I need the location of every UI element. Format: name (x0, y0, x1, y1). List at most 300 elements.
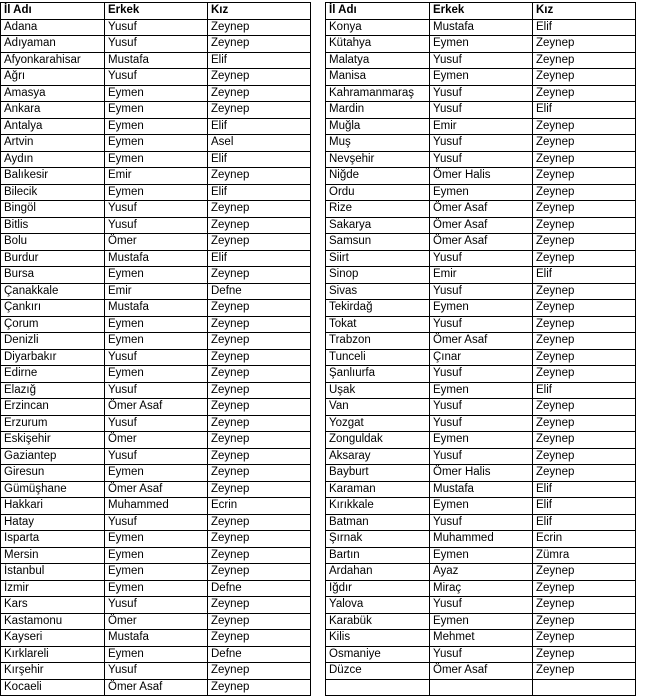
cell-female-name[interactable]: Zeynep (533, 366, 636, 383)
cell-female-name[interactable]: Zeynep (208, 168, 311, 185)
cell-male-name[interactable]: Mustafa (105, 250, 208, 267)
cell-female-name[interactable]: Elif (533, 102, 636, 119)
cell-female-name[interactable]: Zeynep (208, 597, 311, 614)
cell-province[interactable]: Kütahya (326, 36, 430, 53)
cell-province[interactable]: Kars (1, 597, 105, 614)
cell-province[interactable]: Ankara (1, 102, 105, 119)
cell-male-name[interactable]: Emir (430, 118, 533, 135)
table-row (1, 547, 311, 564)
table-row (326, 333, 636, 350)
cell-female-name[interactable]: Zeynep (533, 663, 636, 680)
cell-female-name[interactable]: Zeynep (533, 168, 636, 185)
cell-female-name[interactable]: Elif (533, 514, 636, 531)
cell-female-name[interactable]: Elif (208, 52, 311, 69)
cell-male-name[interactable]: Mustafa (430, 481, 533, 498)
header-male[interactable]: Erkek (105, 3, 208, 20)
table-row (1, 333, 311, 350)
table-row (326, 102, 636, 119)
cell-male-name[interactable]: Ömer Asaf (430, 234, 533, 251)
cell-female-name[interactable]: Zeynep (208, 36, 311, 53)
table-row (1, 679, 311, 696)
cell-province[interactable]: Kırklareli (1, 646, 105, 663)
cell-female-name[interactable]: Elif (533, 267, 636, 284)
cell-male-name[interactable]: Eymen (105, 580, 208, 597)
table-row (326, 597, 636, 614)
cell-female-name[interactable]: Elif (208, 250, 311, 267)
cell-female-name[interactable]: Zeynep (208, 382, 311, 399)
cell-female-name[interactable]: Zeynep (533, 597, 636, 614)
cell-male-name[interactable]: Ömer Asaf (430, 201, 533, 218)
cell-male-name[interactable]: Ömer Asaf (105, 399, 208, 416)
cell-province[interactable]: Niğde (326, 168, 430, 185)
cell-male-name[interactable]: Eymen (105, 118, 208, 135)
cell-male-name[interactable]: Eymen (105, 316, 208, 333)
cell-province[interactable]: Eskişehir (1, 432, 105, 449)
cell-province[interactable]: Kastamonu (1, 613, 105, 630)
cell-male-name[interactable]: Ayaz (430, 564, 533, 581)
table-row (326, 481, 636, 498)
cell-male-name[interactable]: Eymen (105, 465, 208, 482)
cell-female-name[interactable]: Defne (208, 646, 311, 663)
cell-male-name[interactable]: Eymen (105, 646, 208, 663)
cell-male-name[interactable]: Muhammed (105, 498, 208, 515)
cell-female-name[interactable]: Zeynep (533, 217, 636, 234)
cell-male-name[interactable]: Eymen (430, 432, 533, 449)
cell-female-name[interactable]: Zeynep (533, 69, 636, 86)
cell-province[interactable]: Kahramanmaraş (326, 85, 430, 102)
cell-female-name[interactable]: Zeynep (533, 234, 636, 251)
cell-male-name[interactable]: Ömer Asaf (430, 217, 533, 234)
cell-province[interactable]: Malatya (326, 52, 430, 69)
cell-female-name[interactable]: Zeynep (533, 201, 636, 218)
cell-female-name[interactable]: Zeynep (208, 399, 311, 416)
cell-male-name[interactable]: Yusuf (105, 19, 208, 36)
cell-female-name[interactable]: Elif (533, 19, 636, 36)
cell-female-name[interactable]: Zeynep (533, 151, 636, 168)
header-province[interactable]: İl Adı (326, 3, 430, 20)
cell-female-name[interactable]: Zeynep (208, 85, 311, 102)
cell-female-name[interactable]: Zeynep (208, 448, 311, 465)
cell-female-name[interactable]: Elif (208, 184, 311, 201)
cell-province[interactable]: Sakarya (326, 217, 430, 234)
cell-male-name[interactable]: Yusuf (105, 382, 208, 399)
table-row (1, 432, 311, 449)
cell-male-name[interactable]: Eymen (105, 135, 208, 152)
cell-male-name[interactable]: Yusuf (430, 135, 533, 152)
cell-province[interactable]: Hakkari (1, 498, 105, 515)
cell-female-name[interactable]: Zeynep (533, 283, 636, 300)
cell-province[interactable]: Balıkesir (1, 168, 105, 185)
cell-male-name[interactable]: Yusuf (430, 316, 533, 333)
cell-female-name[interactable]: Zeynep (533, 85, 636, 102)
cell-male-name[interactable]: Yusuf (105, 201, 208, 218)
cell-male-name[interactable]: Çınar (430, 349, 533, 366)
cell-female-name[interactable]: Zeynep (533, 415, 636, 432)
cell-female-name[interactable]: Zeynep (208, 102, 311, 119)
cell-province[interactable]: Giresun (1, 465, 105, 482)
cell-female-name[interactable]: Zeynep (208, 201, 311, 218)
cell-female-name[interactable]: Elif (533, 498, 636, 515)
cell-province[interactable]: Amasya (1, 85, 105, 102)
cell-male-name[interactable]: Eymen (430, 69, 533, 86)
cell-male-name[interactable]: Mustafa (105, 52, 208, 69)
cell-province[interactable]: Samsun (326, 234, 430, 251)
cell-province[interactable]: Zonguldak (326, 432, 430, 449)
cell-province[interactable]: Osmaniye (326, 646, 430, 663)
cell-female-name[interactable]: Zeynep (533, 630, 636, 647)
cell-male-name[interactable]: Yusuf (430, 102, 533, 119)
cell-province[interactable]: Manisa (326, 69, 430, 86)
cell-province[interactable]: Bingöl (1, 201, 105, 218)
cell-male-name[interactable]: Mustafa (430, 19, 533, 36)
cell-female-name[interactable]: Zeynep (533, 613, 636, 630)
cell-province[interactable]: Çanakkale (1, 283, 105, 300)
cell-female-name[interactable]: Zeynep (208, 630, 311, 647)
cell-male-name[interactable]: Eymen (105, 333, 208, 350)
table-row (1, 415, 311, 432)
cell-male-name[interactable]: Yusuf (105, 349, 208, 366)
cell-male-name[interactable]: Eymen (430, 498, 533, 515)
cell-province[interactable]: Ordu (326, 184, 430, 201)
cell-province[interactable]: Gümüşhane (1, 481, 105, 498)
cell-province[interactable]: Kocaeli (1, 679, 105, 696)
cell-province[interactable]: Diyarbakır (1, 349, 105, 366)
cell-male-name[interactable]: Ömer (105, 613, 208, 630)
cell-female-name[interactable]: Zeynep (208, 267, 311, 284)
table-row (326, 151, 636, 168)
header-female[interactable]: Kız (533, 3, 636, 20)
cell-province[interactable]: Uşak (326, 382, 430, 399)
table-row (1, 399, 311, 416)
cell-female-name[interactable]: Elif (208, 118, 311, 135)
cell-province[interactable]: Ağrı (1, 69, 105, 86)
table-row (326, 399, 636, 416)
cell-male-name[interactable]: Yusuf (430, 283, 533, 300)
cell-male-name[interactable]: Yusuf (430, 415, 533, 432)
cell-province[interactable]: Karaman (326, 481, 430, 498)
cell-female-name[interactable]: Zeynep (533, 333, 636, 350)
cell-male-name[interactable]: Yusuf (105, 663, 208, 680)
table-row (1, 580, 311, 597)
cell-male-name[interactable]: Emir (105, 168, 208, 185)
table-row (326, 201, 636, 218)
cell-province[interactable]: Nevşehir (326, 151, 430, 168)
cell-male-name[interactable]: Yusuf (430, 646, 533, 663)
cell-female-name[interactable]: Zeynep (533, 399, 636, 416)
table-row (1, 19, 311, 36)
table-row (326, 118, 636, 135)
cell-male-name[interactable]: Mehmet (430, 630, 533, 647)
cell-female-name[interactable]: Defne (208, 283, 311, 300)
cell-province[interactable]: Çankırı (1, 300, 105, 317)
cell-male-name[interactable]: Miraç (430, 580, 533, 597)
cell-province[interactable]: Trabzon (326, 333, 430, 350)
cell-province[interactable]: Van (326, 399, 430, 416)
cell-province[interactable]: Karabük (326, 613, 430, 630)
table-row (1, 217, 311, 234)
cell-male-name[interactable]: Ömer Halis (430, 465, 533, 482)
cell-male-name[interactable]: Yusuf (430, 52, 533, 69)
cell-female-name[interactable]: Zeynep (533, 448, 636, 465)
cell-female-name[interactable]: Zeynep (208, 366, 311, 383)
table-row (1, 234, 311, 251)
cell-female-name[interactable]: Zeynep (208, 564, 311, 581)
cell-male-name[interactable]: Ömer Asaf (105, 679, 208, 696)
cell-province[interactable]: İstanbul (1, 564, 105, 581)
cell-male-name[interactable]: Yusuf (430, 448, 533, 465)
cell-province[interactable]: Muş (326, 135, 430, 152)
cell-province[interactable]: Aydın (1, 151, 105, 168)
cell-male-name[interactable]: Mustafa (105, 630, 208, 647)
table-row (326, 613, 636, 630)
cell-male-name[interactable]: Yusuf (430, 399, 533, 416)
header-province[interactable]: İl Adı (1, 3, 105, 20)
cell-province[interactable]: Kırıkkale (326, 498, 430, 515)
table-row (326, 283, 636, 300)
cell-male-name[interactable]: Yusuf (430, 85, 533, 102)
cell-male-name[interactable]: Eymen (430, 547, 533, 564)
cell-province[interactable]: Bartın (326, 547, 430, 564)
cell-province[interactable]: Artvin (1, 135, 105, 152)
cell-female-name[interactable]: Zeynep (208, 349, 311, 366)
cell-province[interactable] (326, 679, 430, 696)
cell-female-name[interactable]: Zeynep (208, 465, 311, 482)
cell-female-name[interactable]: Zeynep (208, 415, 311, 432)
cell-female-name[interactable]: Zümra (533, 547, 636, 564)
cell-female-name[interactable]: Zeynep (533, 432, 636, 449)
table-row (326, 646, 636, 663)
cell-province[interactable]: Kilis (326, 630, 430, 647)
cell-male-name[interactable]: Yusuf (105, 514, 208, 531)
cell-female-name[interactable]: Zeynep (533, 184, 636, 201)
cell-province[interactable]: Şırnak (326, 531, 430, 548)
table-row (326, 300, 636, 317)
cell-province[interactable]: Çorum (1, 316, 105, 333)
cell-province[interactable]: Burdur (1, 250, 105, 267)
cell-female-name[interactable]: Zeynep (533, 300, 636, 317)
cell-female-name[interactable]: Zeynep (208, 316, 311, 333)
table-row (326, 85, 636, 102)
cell-female-name[interactable]: Zeynep (208, 613, 311, 630)
cell-female-name[interactable]: Zeynep (208, 663, 311, 680)
cell-male-name[interactable]: Yusuf (105, 448, 208, 465)
cell-male-name[interactable]: Eymen (105, 564, 208, 581)
cell-female-name[interactable] (533, 679, 636, 696)
cell-female-name[interactable]: Zeynep (533, 250, 636, 267)
cell-province[interactable]: Mersin (1, 547, 105, 564)
cell-male-name[interactable]: Eymen (105, 531, 208, 548)
cell-male-name[interactable]: Yusuf (430, 250, 533, 267)
cell-male-name[interactable]: Eymen (105, 366, 208, 383)
cell-female-name[interactable]: Zeynep (208, 432, 311, 449)
cell-province[interactable]: Kayseri (1, 630, 105, 647)
cell-male-name[interactable]: Eymen (105, 151, 208, 168)
cell-province[interactable]: Yalova (326, 597, 430, 614)
cell-province[interactable]: Tunceli (326, 349, 430, 366)
cell-female-name[interactable]: Asel (208, 135, 311, 152)
header-female[interactable]: Kız (208, 3, 311, 20)
table-row (326, 382, 636, 399)
cell-female-name[interactable]: Zeynep (208, 514, 311, 531)
table-row (1, 366, 311, 383)
table-row (1, 85, 311, 102)
table-row (1, 300, 311, 317)
cell-province[interactable]: Tokat (326, 316, 430, 333)
table-row (326, 36, 636, 53)
cell-female-name[interactable]: Zeynep (533, 465, 636, 482)
cell-province[interactable]: Afyonkarahisar (1, 52, 105, 69)
cell-province[interactable]: Bilecik (1, 184, 105, 201)
cell-female-name[interactable]: Zeynep (533, 580, 636, 597)
cell-male-name[interactable]: Yusuf (430, 151, 533, 168)
cell-female-name[interactable]: Zeynep (533, 36, 636, 53)
cell-male-name[interactable]: Yusuf (430, 597, 533, 614)
table-row (1, 267, 311, 284)
cell-province[interactable]: Yozgat (326, 415, 430, 432)
cell-province[interactable]: Edirne (1, 366, 105, 383)
cell-female-name[interactable]: Zeynep (208, 481, 311, 498)
cell-male-name[interactable]: Yusuf (105, 217, 208, 234)
cell-male-name[interactable]: Ömer Asaf (105, 481, 208, 498)
cell-province[interactable]: Şanlıurfa (326, 366, 430, 383)
cell-female-name[interactable]: Zeynep (208, 679, 311, 696)
cell-female-name[interactable]: Zeynep (208, 300, 311, 317)
cell-male-name[interactable]: Yusuf (105, 597, 208, 614)
cell-female-name[interactable]: Zeynep (533, 118, 636, 135)
cell-male-name[interactable]: Eymen (105, 267, 208, 284)
cell-province[interactable]: Isparta (1, 531, 105, 548)
cell-province[interactable]: Muğla (326, 118, 430, 135)
table-row (1, 531, 311, 548)
cell-male-name[interactable]: Eymen (105, 102, 208, 119)
cell-male-name[interactable]: Eymen (430, 382, 533, 399)
table-row (1, 201, 311, 218)
names-table-left (0, 2, 311, 696)
table-row (326, 498, 636, 515)
cell-female-name[interactable]: Zeynep (208, 531, 311, 548)
header-male[interactable]: Erkek (430, 3, 533, 20)
cell-female-name[interactable]: Zeynep (533, 135, 636, 152)
table-row (326, 448, 636, 465)
cell-male-name[interactable]: Emir (430, 267, 533, 284)
cell-province[interactable]: Tekirdağ (326, 300, 430, 317)
cell-province[interactable]: Aksaray (326, 448, 430, 465)
cell-male-name[interactable]: Yusuf (105, 415, 208, 432)
cell-province[interactable]: Düzce (326, 663, 430, 680)
cell-province[interactable]: İzmir (1, 580, 105, 597)
cell-province[interactable]: Denizli (1, 333, 105, 350)
cell-female-name[interactable]: Zeynep (533, 52, 636, 69)
cell-province[interactable]: Bayburt (326, 465, 430, 482)
table-row (1, 465, 311, 482)
cell-female-name[interactable]: Ecrin (533, 531, 636, 548)
cell-province[interactable]: Siirt (326, 250, 430, 267)
cell-province[interactable]: Antalya (1, 118, 105, 135)
cell-province[interactable]: Ardahan (326, 564, 430, 581)
cell-male-name[interactable]: Ömer (105, 234, 208, 251)
table-row (1, 630, 311, 647)
cell-male-name[interactable]: Ömer (105, 432, 208, 449)
table-row (326, 580, 636, 597)
cell-province[interactable]: Erzincan (1, 399, 105, 416)
cell-female-name[interactable]: Zeynep (208, 217, 311, 234)
cell-province[interactable]: Mardin (326, 102, 430, 119)
cell-province[interactable]: Adana (1, 19, 105, 36)
cell-male-name[interactable]: Yusuf (105, 69, 208, 86)
cell-female-name[interactable]: Defne (208, 580, 311, 597)
cell-male-name[interactable]: Mustafa (105, 300, 208, 317)
cell-female-name[interactable]: Zeynep (208, 234, 311, 251)
cell-male-name[interactable]: Yusuf (430, 366, 533, 383)
cell-province[interactable]: Rize (326, 201, 430, 218)
cell-province[interactable]: Erzurum (1, 415, 105, 432)
cell-province[interactable]: Kırşehir (1, 663, 105, 680)
cell-female-name[interactable]: Zeynep (208, 19, 311, 36)
table-row (326, 679, 636, 696)
table-row (326, 19, 636, 36)
cell-province[interactable]: Sinop (326, 267, 430, 284)
cell-male-name[interactable]: Muhammed (430, 531, 533, 548)
cell-male-name[interactable]: Yusuf (105, 36, 208, 53)
cell-male-name[interactable]: Eymen (105, 85, 208, 102)
table-body-right (326, 19, 636, 696)
cell-male-name[interactable]: Yusuf (430, 514, 533, 531)
table-row (1, 663, 311, 680)
cell-female-name[interactable]: Zeynep (533, 316, 636, 333)
cell-male-name[interactable]: Eymen (105, 184, 208, 201)
cell-province[interactable]: Adıyaman (1, 36, 105, 53)
cell-province[interactable]: Sivas (326, 283, 430, 300)
cell-male-name[interactable]: Emir (105, 283, 208, 300)
cell-female-name[interactable]: Zeynep (533, 646, 636, 663)
cell-male-name[interactable]: Eymen (105, 547, 208, 564)
cell-province[interactable]: Konya (326, 19, 430, 36)
cell-male-name[interactable]: Eymen (430, 300, 533, 317)
cell-female-name[interactable]: Ecrin (208, 498, 311, 515)
table-row (326, 630, 636, 647)
cell-female-name[interactable]: Elif (533, 481, 636, 498)
cell-province[interactable]: Gaziantep (1, 448, 105, 465)
cell-province[interactable]: Iğdır (326, 580, 430, 597)
table-row (1, 250, 311, 267)
cell-province[interactable]: Bolu (1, 234, 105, 251)
table-row (1, 564, 311, 581)
cell-female-name[interactable]: Elif (533, 382, 636, 399)
cell-province[interactable]: Elazığ (1, 382, 105, 399)
cell-female-name[interactable]: Zeynep (208, 69, 311, 86)
cell-female-name[interactable]: Elif (208, 151, 311, 168)
cell-province[interactable]: Bitlis (1, 217, 105, 234)
names-table-right (325, 2, 636, 696)
cell-female-name[interactable]: Zeynep (208, 547, 311, 564)
cell-male-name[interactable]: Ömer Asaf (430, 333, 533, 350)
table-row (326, 415, 636, 432)
cell-province[interactable]: Bursa (1, 267, 105, 284)
cell-province[interactable]: Hatay (1, 514, 105, 531)
cell-female-name[interactable]: Zeynep (208, 333, 311, 350)
cell-male-name[interactable]: Ömer Asaf (430, 663, 533, 680)
cell-male-name[interactable] (430, 679, 533, 696)
table-row (326, 234, 636, 251)
cell-male-name[interactable]: Eymen (430, 36, 533, 53)
cell-female-name[interactable]: Zeynep (533, 564, 636, 581)
cell-male-name[interactable]: Ömer Halis (430, 168, 533, 185)
cell-male-name[interactable]: Eymen (430, 184, 533, 201)
table-row (326, 250, 636, 267)
cell-female-name[interactable]: Zeynep (533, 349, 636, 366)
cell-province[interactable]: Batman (326, 514, 430, 531)
cell-male-name[interactable]: Eymen (430, 613, 533, 630)
